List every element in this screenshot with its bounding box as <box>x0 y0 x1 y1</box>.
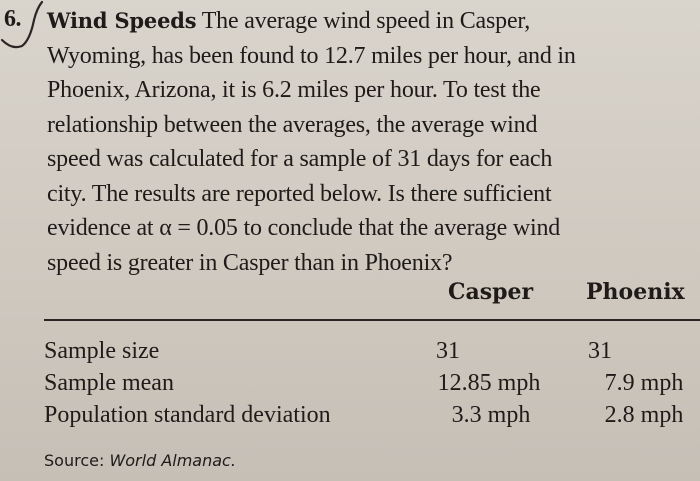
row-label: Sample size <box>44 338 160 364</box>
cell-phoenix: 31 <box>588 338 612 364</box>
statement-line-1: Wind Speeds The average wind speed in Casper, <box>47 8 531 34</box>
problem-statement <box>47 4 697 280</box>
statement-line-5: speed was calculated for a sample of 31 days for each <box>47 146 553 172</box>
statement-line-6: city. The results are reported below. Is there sufficient <box>47 180 552 207</box>
table-rule <box>44 319 700 321</box>
problem-title: Wind Speeds <box>47 8 197 33</box>
statement-line-3: Phoenix, Arizona, it is 6.2 miles per hour. To test the <box>47 77 541 103</box>
statement-line-4: relationship between the averages, the average wind <box>47 111 538 138</box>
problem-number: 6. <box>4 6 21 32</box>
row-label: Sample mean <box>44 370 174 396</box>
statement-line-7: evidence at α = 0.05 to conclude that the average wind <box>47 215 561 241</box>
cell-casper: 3.3 mph <box>451 402 531 428</box>
source-note <box>44 451 236 470</box>
cell-casper: 12.85 mph <box>437 370 541 396</box>
source-name: World Almanac. <box>109 451 236 470</box>
cell-phoenix: 7.9 mph <box>604 370 684 396</box>
cell-phoenix: 2.8 mph <box>604 402 684 428</box>
column-header-phoenix: Phoenix <box>586 279 685 305</box>
cell-casper: 31 <box>436 338 460 364</box>
statement-line-2: Wyoming, has been found to 12.7 miles per hour, and in <box>47 42 576 69</box>
column-header-casper: Casper <box>448 279 534 305</box>
statement-line-8: speed is greater in Casper than in Phoenix? <box>47 249 453 276</box>
row-label: Population standard deviation <box>44 402 331 428</box>
source-prefix: Source: <box>44 451 105 470</box>
